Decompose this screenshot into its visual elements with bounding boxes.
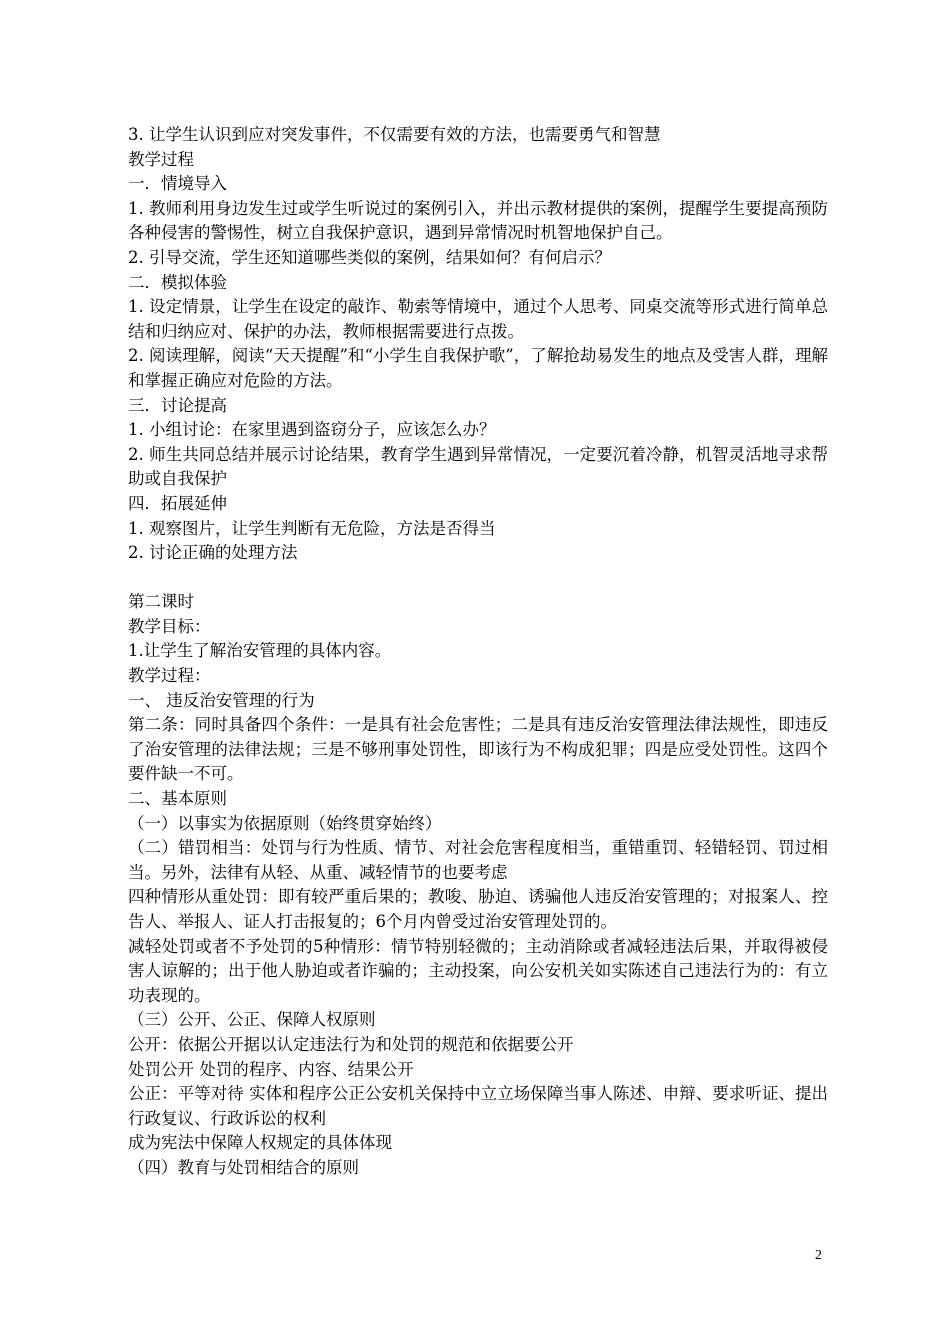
paragraph: 1. 教师利用身边发生过或学生听说过的案例引入，并出示教材提供的案例，提醒学生要提高预防各种侵害的警惕性，树立自我保护意识，遇到异常情况时机智地保护自己。 [128,198,828,243]
paragraph: 1. 设定情景，让学生在设定的敲诈、勒索等情境中，通过个人思考、同桌交流等形式进行简单总结和归纳应对、保护的办法，教师根据需要进行点拨。 [128,297,828,341]
paragraph: 公开：依据公开据以认定违法行为和处罚的规范和依据要公开 [128,1034,574,1054]
paragraph: 2. 引导交流，学生还知道哪些类似的案例，结果如何？有何启示？ [128,247,611,267]
paragraph: 2. 师生共同总结并展示讨论结果，教育学生遇到异常情况，一定要沉着冷静，机智灵活地寻求帮助或自我保护 [128,444,828,489]
section-heading: 教学过程： [128,666,211,686]
blank-line [128,566,828,591]
section-heading: 三．讨论提高 [128,395,227,415]
page-number: 2 [815,1248,822,1263]
paragraph: 处罚公开 处罚的程序、内容、结果公开 [128,1059,414,1079]
paragraph: 减轻处罚或者不予处罚的5种情形：情节特别轻微的；主动消除或者减轻违法后果，并取得被侵害人谅解的；出于他人胁迫或者诈骗的；主动投案，向公安机关如实陈述自己违法行为的：有立功表现的。 [128,936,828,1005]
paragraph: （三）公开、公正、保障人权原则 [128,1010,376,1030]
paragraph: 2. 讨论正确的处理方法 [128,543,298,563]
paragraph: 2. 阅读理解，阅读“天天提醒”和“小学生自我保护歌”，了解抢劫易发生的地点及受害人群，理解和掌握正确应对危险的方法。 [128,346,828,390]
paragraph: 1. 小组讨论：在家里遇到盗窃分子，应该怎么办？ [128,420,496,440]
paragraph: 成为宪法中保障人权规定的具体体现 [128,1133,392,1153]
paragraph: 四种情形从重处罚：即有较严重后果的；教唆、胁迫、诱骗他人违反治安管理的；对报案人、控告人、举报人、证人打击报复的；6个月内曾受过治安管理处罚的。 [128,887,828,931]
section-heading: 教学目标： [128,616,211,636]
section-heading: 二．模拟体验 [128,272,227,292]
section-heading: 四．拓展延伸 [128,493,227,513]
paragraph: （二）错罚相当：处罚与行为性质、情节、对社会危害程度相当，重错重罚、轻错轻罚、罚过相当。另外，法律有从轻、从重、减轻情节的也要考虑 [128,838,828,882]
paragraph: 1.让学生了解治安管理的具体内容。 [128,641,392,661]
section-heading: 教学过程 [128,149,194,169]
lesson-heading: 第二课时 [128,592,194,612]
paragraph: 第二条：同时具备四个条件：一是具有社会危害性；二是具有违反治安管理法律法规性，即违反了治安管理的法律法规；三是不够刑事处罚性，即该行为不构成犯罪；四是应受处罚性。这四个要件缺一不可。 [128,715,828,784]
paragraph: 3. 让学生认识到应对突发事件，不仅需要有效的方法，也需要勇气和智慧 [128,125,661,144]
section-heading: 二、基本原则 [128,789,227,809]
document-body [128,123,828,1181]
paragraph: 公正：平等对待 实体和程序公正公安机关保持中立立场保障当事人陈述、申辩、要求听证、提出行政复议、行政诉讼的权利 [128,1084,828,1128]
section-heading: 一．情境导入 [128,174,227,194]
section-heading: 一、 违反治安管理的行为 [128,690,315,710]
paragraph: 1. 观察图片，让学生判断有无危险，方法是否得当 [128,518,496,538]
paragraph: （一）以事实为依据原则（始终贯穿始终） [128,813,442,833]
paragraph: （四）教育与处罚相结合的原则 [128,1157,359,1177]
